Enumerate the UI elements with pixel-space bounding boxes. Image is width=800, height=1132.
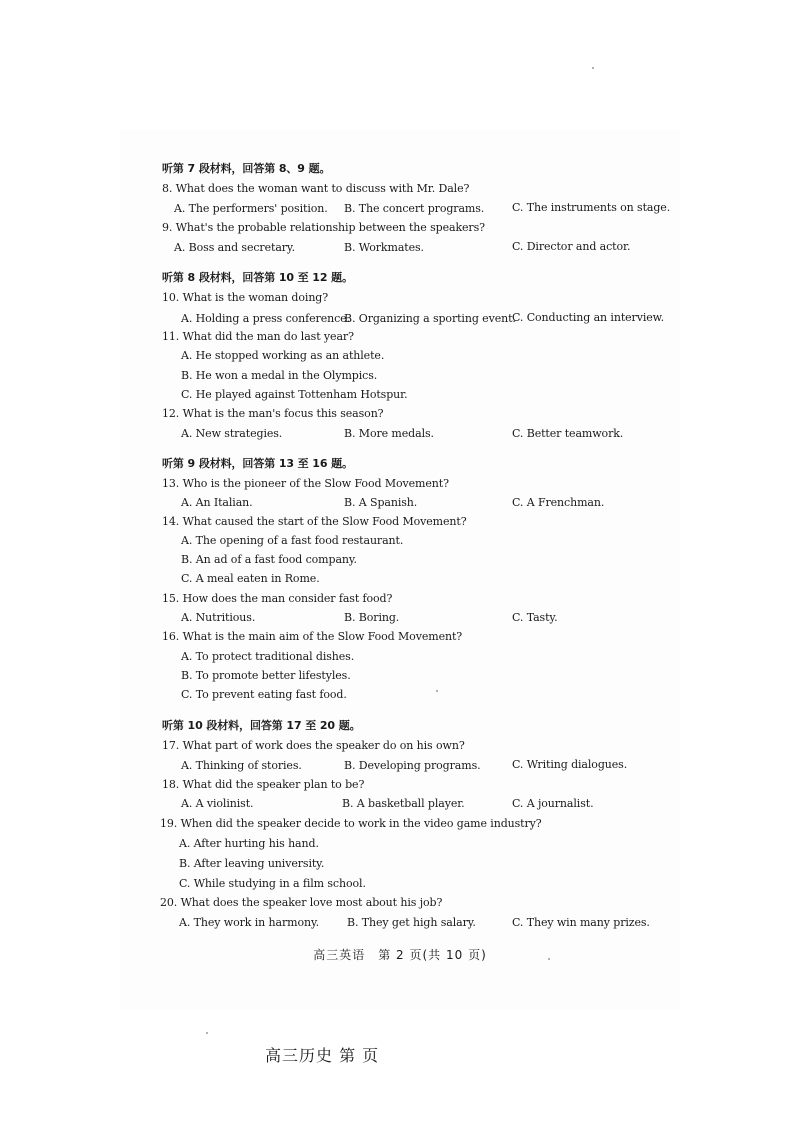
option-b: B. Boring.: [344, 611, 400, 624]
scan-speck: [206, 1032, 208, 1034]
option-c: C. He played against Tottenham Hotspur.: [181, 388, 408, 401]
bottom-label: 高三历史 第 页: [265, 1046, 380, 1065]
option-a: A. A violinist.: [181, 797, 254, 810]
question-stem: 12. What is the man's focus this season?: [162, 407, 384, 420]
question-stem: 15. How does the man consider fast food?: [162, 592, 393, 605]
scan-speck: [592, 67, 594, 69]
option-c: C. A journalist.: [512, 797, 594, 810]
option-a: A. Nutritious.: [181, 611, 256, 624]
option-b: B. To promote better lifestyles.: [181, 669, 351, 682]
option-a: A. After hurting his hand.: [179, 837, 319, 850]
option-c: C. They win many prizes.: [512, 916, 650, 929]
question-stem: 8. What does the woman want to discuss with Mr. Dale?: [162, 182, 470, 195]
question-stem: 18. What did the speaker plan to be?: [162, 778, 365, 791]
option-c: C. The instruments on stage.: [512, 201, 671, 214]
option-b: B. The concert programs.: [344, 202, 485, 215]
option-a: A. The opening of a fast food restaurant.: [181, 534, 404, 547]
option-b: B. He won a medal in the Olympics.: [181, 369, 378, 382]
option-c: C. While studying in a film school.: [179, 877, 366, 890]
question-stem: 10. What is the woman doing?: [162, 291, 329, 304]
option-b: B. Workmates.: [344, 241, 424, 254]
option-c: C. Tasty.: [512, 611, 558, 624]
option-a: A. Thinking of stories.: [181, 759, 302, 772]
option-a: A. Boss and secretary.: [174, 241, 295, 254]
page-footer: 高三英语 第 2 页(共 10 页): [313, 948, 487, 962]
option-a: A. Holding a press conference.: [181, 312, 350, 325]
option-a: A. He stopped working as an athlete.: [181, 349, 385, 362]
option-a: A. An Italian.: [181, 496, 253, 509]
option-b: B. Developing programs.: [344, 759, 481, 772]
option-b: B. They get high salary.: [347, 916, 476, 929]
option-a: A. New strategies.: [181, 427, 283, 440]
question-stem: 16. What is the main aim of the Slow Food Movement?: [162, 630, 463, 643]
section-header: 听第 8 段材料，回答第 10 至 12 题。: [162, 271, 353, 284]
scan-speck: [548, 958, 550, 960]
question-stem: 20. What does the speaker love most about his job?: [160, 896, 443, 909]
scan-speck: [436, 690, 438, 692]
section-header: 听第 7 段材料，回答第 8、9 题。: [162, 162, 331, 175]
section-header: 听第 10 段材料，回答第 17 至 20 题。: [162, 719, 361, 732]
option-a: A. To protect traditional dishes.: [181, 650, 355, 663]
question-stem: 11. What did the man do last year?: [162, 330, 354, 343]
option-c: C. Better teamwork.: [512, 427, 624, 440]
option-a: A. The performers' position.: [174, 202, 328, 215]
question-stem: 9. What's the probable relationship between the speakers?: [162, 221, 485, 234]
option-b: B. A basketball player.: [342, 797, 465, 810]
option-b: B. After leaving university.: [179, 857, 325, 870]
option-a: A. They work in harmony.: [179, 916, 320, 929]
section-header: 听第 9 段材料，回答第 13 至 16 题。: [162, 457, 353, 470]
option-c: C. A meal eaten in Rome.: [181, 572, 320, 585]
option-b: B. More medals.: [344, 427, 434, 440]
option-c: C. Writing dialogues.: [512, 758, 628, 771]
question-stem: 13. Who is the pioneer of the Slow Food Movement?: [162, 477, 449, 490]
option-b: B. A Spanish.: [344, 496, 418, 509]
option-c: C. Director and actor.: [512, 240, 631, 253]
question-stem: 17. What part of work does the speaker do on his own?: [162, 739, 465, 752]
question-stem: 19. When did the speaker decide to work in the video game industry?: [160, 817, 542, 830]
option-c: C. Conducting an interview.: [512, 311, 665, 324]
option-b: B. Organizing a sporting event.: [344, 312, 516, 325]
option-c: C. A Frenchman.: [512, 496, 605, 509]
question-stem: 14. What caused the start of the Slow Food Movement?: [162, 515, 467, 528]
option-b: B. An ad of a fast food company.: [181, 553, 357, 566]
option-c: C. To prevent eating fast food.: [181, 688, 347, 701]
